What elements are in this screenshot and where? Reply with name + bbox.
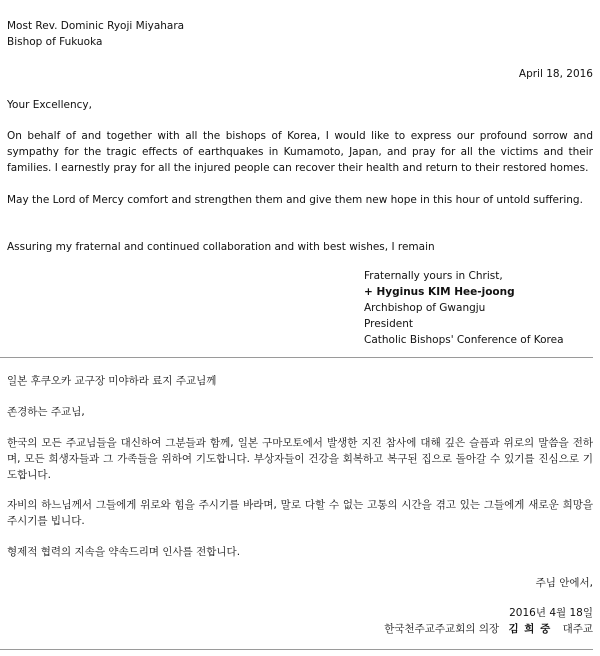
korean-heading: 일본 후쿠오카 교구장 미야하라 료지 주교님께	[7, 375, 217, 387]
body-paragraph-1: On behalf of and together with all the bishops of Korea, I would like to express our profound sorrow and sympathy for the tragic effects of earthquakes in Kumamoto, Japan, and pray for all the victims and their families. I earnestly pray for all the injured people can recover their health and return to their restored homes.	[7, 130, 593, 174]
korean-signature-prefix: 한국천주교주교회의 의장	[384, 623, 500, 635]
section-divider	[0, 357, 593, 358]
signature-block	[364, 268, 564, 348]
body-paragraph-2: May the Lord of Mercy comfort and strengthen them and give them new hope in this hour of untold suffering.	[7, 194, 583, 206]
salutation: Your Excellency,	[7, 99, 92, 111]
recipient-title: Bishop of Fukuoka	[7, 36, 103, 48]
korean-paragraph-2: 자비의 하느님께서 그들에게 위로와 힘을 주시기를 바라며, 말로 다할 수 없는 고통의 시간을 겪고 있는 그들에게 새로운 희망을 주시기를 빕니다.	[7, 499, 593, 527]
korean-signature-suffix: 대주교	[562, 623, 593, 635]
korean-salutation: 존경하는 주교님,	[7, 406, 85, 418]
signature-title-1: Archbishop of Gwangju	[364, 302, 486, 314]
korean-date: 2016년 4월 18일	[509, 607, 593, 619]
korean-signature-name: 김 희 중	[508, 623, 552, 635]
recipient-name: Most Rev. Dominic Ryoji Miyahara	[7, 20, 185, 32]
signature-name: + Hyginus KIM Hee-joong	[364, 286, 515, 298]
signature-title-3: Catholic Bishops' Conference of Korea	[364, 334, 564, 346]
korean-closing: 주님 안에서,	[535, 577, 593, 589]
signature-title-2: President	[364, 318, 413, 330]
recipient-block	[7, 18, 593, 50]
letter-date: April 18, 2016	[518, 68, 593, 80]
korean-paragraph-1: 한국의 모든 주교님들을 대신하여 그분들과 함께, 일본 구마모토에서 발생한 지진 참사에 대해 깊은 슬픔과 위로의 말씀을 전하며, 모든 희생자들과 그 가족들을 위하여 기도합니다. 부상자들이 건강을 회복하고 복구된 집으로 돌아갈 수 있기를 진심으로 기도합니다.	[7, 437, 593, 481]
korean-paragraph-3: 형제적 협력의 지속을 약속드리며 인사를 전합니다.	[7, 546, 241, 558]
bottom-divider	[0, 649, 593, 650]
korean-signature	[7, 621, 593, 637]
signature-closing: Fraternally yours in Christ,	[364, 270, 503, 282]
body-paragraph-3: Assuring my fraternal and continued collaboration and with best wishes, I remain	[7, 241, 435, 253]
